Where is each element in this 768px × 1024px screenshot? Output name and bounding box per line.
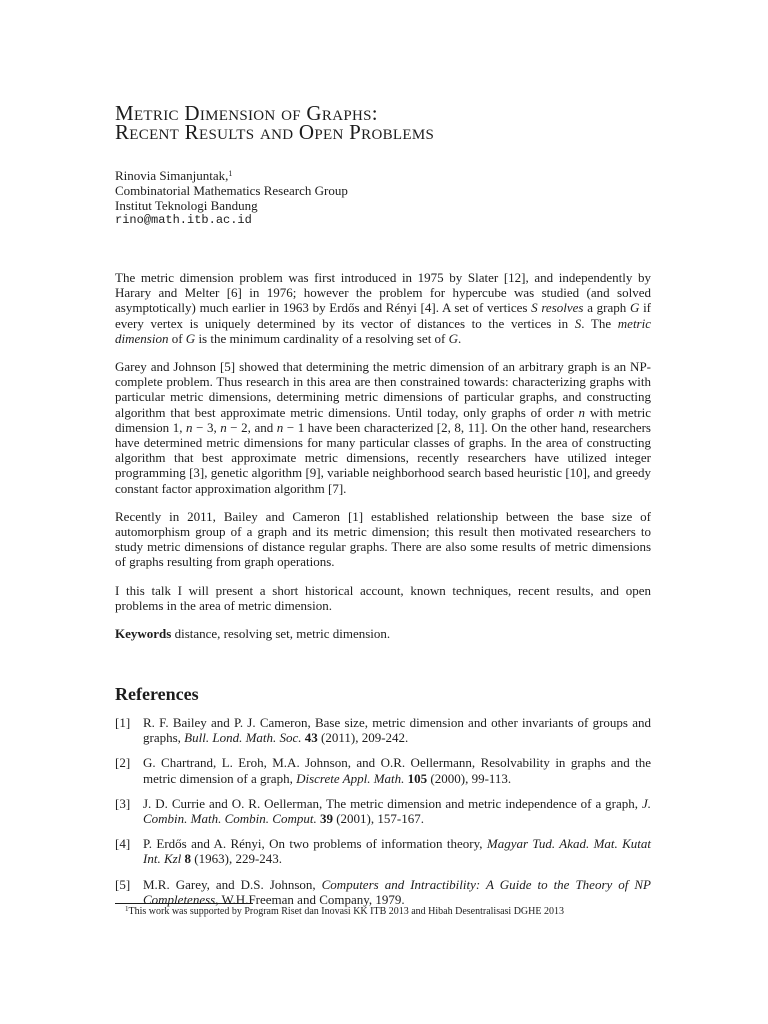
footnote-rule xyxy=(115,903,253,904)
text-run: . The xyxy=(581,315,618,331)
footnote-mark: 1 xyxy=(125,905,129,913)
text-run: Garey and Johnson [5] showed that determining the metric dimension of an arbitrary graph is an NP-complete problem. Thus research in this area are then constrained towards: characterizing graphs with particular metric dimensions, determining metric dimensions of particular graphs, and constructing algorithm that best approximate metric dimensions. Until today, only graphs of order xyxy=(115,359,651,420)
ref-volume: 39 xyxy=(319,811,333,827)
math-var: n xyxy=(276,419,284,435)
ref-pages: (2000), 99-113. xyxy=(427,770,512,786)
title-line-1: Metric Dimension of Graphs: xyxy=(115,101,378,125)
keywords-line xyxy=(115,626,651,641)
text-run: if every vertex is uniquely determined by its vector of distances to the vertices in xyxy=(115,300,652,331)
ref-journal: Magyar Tud. Akad. Mat. Kutat Int. Kzl xyxy=(143,836,652,867)
ref-authors-title: G. Chartrand, L. Eroh, M.A. Johnson, and O.R. Oellermann, Resolvability in graphs and the metric dimension of a graph, xyxy=(143,755,651,786)
ref-journal: Bull. Lond. Math. Soc. xyxy=(184,730,302,746)
reference-number: [1] xyxy=(115,715,131,730)
keywords-label: Keywords xyxy=(115,626,172,642)
reference-text xyxy=(143,715,651,745)
reference-text xyxy=(143,796,651,826)
ref-publisher: , W.H.Freeman and Company, 1979. xyxy=(215,891,405,907)
math-var: G xyxy=(629,300,640,316)
reference-item xyxy=(115,755,651,785)
text-run: with metric dimension 1, xyxy=(115,404,651,435)
math-var: G xyxy=(185,330,196,346)
author-institution: Institut Teknologi Bandung xyxy=(115,198,258,213)
ref-authors-title: J. D. Currie and O. R. Oellerman, The metric dimension and metric independence of a graph, xyxy=(143,795,642,811)
ref-pages: (2011), 209-242. xyxy=(317,730,409,746)
ref-volume: 43 xyxy=(304,730,318,746)
reference-text xyxy=(143,836,651,866)
math-var: n xyxy=(220,419,227,435)
footnote xyxy=(125,906,665,917)
ref-journal: Computers and Intractibility: A Guide to the Theory of NP Completeness xyxy=(143,876,651,907)
text-run: − 3, xyxy=(192,419,221,435)
reference-item xyxy=(115,796,651,826)
author-footnote-mark: 1 xyxy=(228,169,233,178)
reference-number: [3] xyxy=(115,795,131,811)
math-var: n xyxy=(578,404,586,420)
text-run: − 1 have been characterized [2, 8, 11]. On the other hand, researchers have determined metric dimensions for many particular classes of graphs. In the area of constructing algorithm that best approximate metric dimensions, recently researchers have utilized integer programming [3], genetic algorithm [9], variable neighborhood search based heuristic [10], and greedy constant factor approximation algorithm [7]. xyxy=(115,419,651,496)
reference-number: [5] xyxy=(115,876,131,892)
ref-authors-title: P. Erdős and A. Rényi, On two problems of information theory, xyxy=(143,836,487,852)
author-email: rino@math.itb.ac.id xyxy=(115,213,252,227)
text-run: The metric dimension problem was first introduced in 1975 by Slater [12], and independently by Harary and Melter [6] in 1976; however the problem for hypercube was studied (and solved asymptotically) much earlier in 1963 by Erdős and Rényi [4]. A set of vertices xyxy=(115,270,651,316)
text-run: . xyxy=(458,330,462,346)
author-block xyxy=(115,168,348,228)
ref-journal: J. Combin. Math. Combin. Comput. xyxy=(143,795,651,827)
text-run: a graph xyxy=(583,300,630,316)
text-run: − 2, and xyxy=(226,419,277,435)
text-run: of xyxy=(168,330,186,346)
title-line-2: Recent Results and Open Problems xyxy=(115,120,435,144)
reference-number: [4] xyxy=(115,836,131,852)
math-var: G xyxy=(448,330,459,346)
emph-resolves: resolves xyxy=(541,300,584,316)
ref-volume: 105 xyxy=(407,770,428,786)
author-name-line xyxy=(115,168,348,183)
ref-authors-title: R. F. Bailey and P. J. Cameron, Base size, metric dimension and other invariants of groups and graphs, xyxy=(143,715,651,746)
reference-number: [2] xyxy=(115,755,131,771)
references-heading: References xyxy=(115,684,199,704)
math-var: S xyxy=(531,300,538,316)
reference-text xyxy=(143,755,651,785)
author-group: Combinatorial Mathematics Research Group xyxy=(115,183,348,198)
ref-pages: (2001), 157-167. xyxy=(332,811,424,827)
ref-journal: Discrete Appl. Math. xyxy=(296,770,405,786)
ref-volume: 8 xyxy=(184,851,192,867)
text-run: is the minimum cardinality of a resolving set of xyxy=(195,330,449,346)
abstract-paragraph-1 xyxy=(115,270,651,346)
emph-metric-dimension: metric dimension xyxy=(115,315,651,346)
paper-title xyxy=(115,101,675,144)
reference-item xyxy=(115,836,651,866)
abstract-paragraph-4: I this talk I will present a short historical account, known techniques, recent results, and open problems in the area of metric dimension. xyxy=(115,582,651,613)
ref-pages: (1963), 229-243. xyxy=(191,851,283,867)
keywords-list: distance, resolving set, metric dimension. xyxy=(171,626,391,642)
references-list xyxy=(115,715,651,917)
abstract-paragraph-3: Recently in 2011, Bailey and Cameron [1] established relationship between the base size of automorphism group of a graph and its metric dimension; this result then motivated researchers to study metric dimensions of distance regular graphs. There are also some results of metric dimensions of graphs resulting from graph operations. xyxy=(115,508,651,570)
ref-authors-title: M.R. Garey, and D.S. Johnson, xyxy=(143,876,322,892)
reference-item xyxy=(115,715,651,745)
abstract xyxy=(115,270,651,654)
abstract-paragraph-2 xyxy=(115,359,651,496)
math-var: S xyxy=(574,315,582,331)
author-name: Rinovia Simanjuntak, xyxy=(115,168,229,183)
footnote-text: This work was supported by Program Riset dan Inovasi KK ITB 2013 and Hibah Desentralisasi DGHE 2013 xyxy=(128,906,564,917)
math-var: n xyxy=(186,419,193,435)
